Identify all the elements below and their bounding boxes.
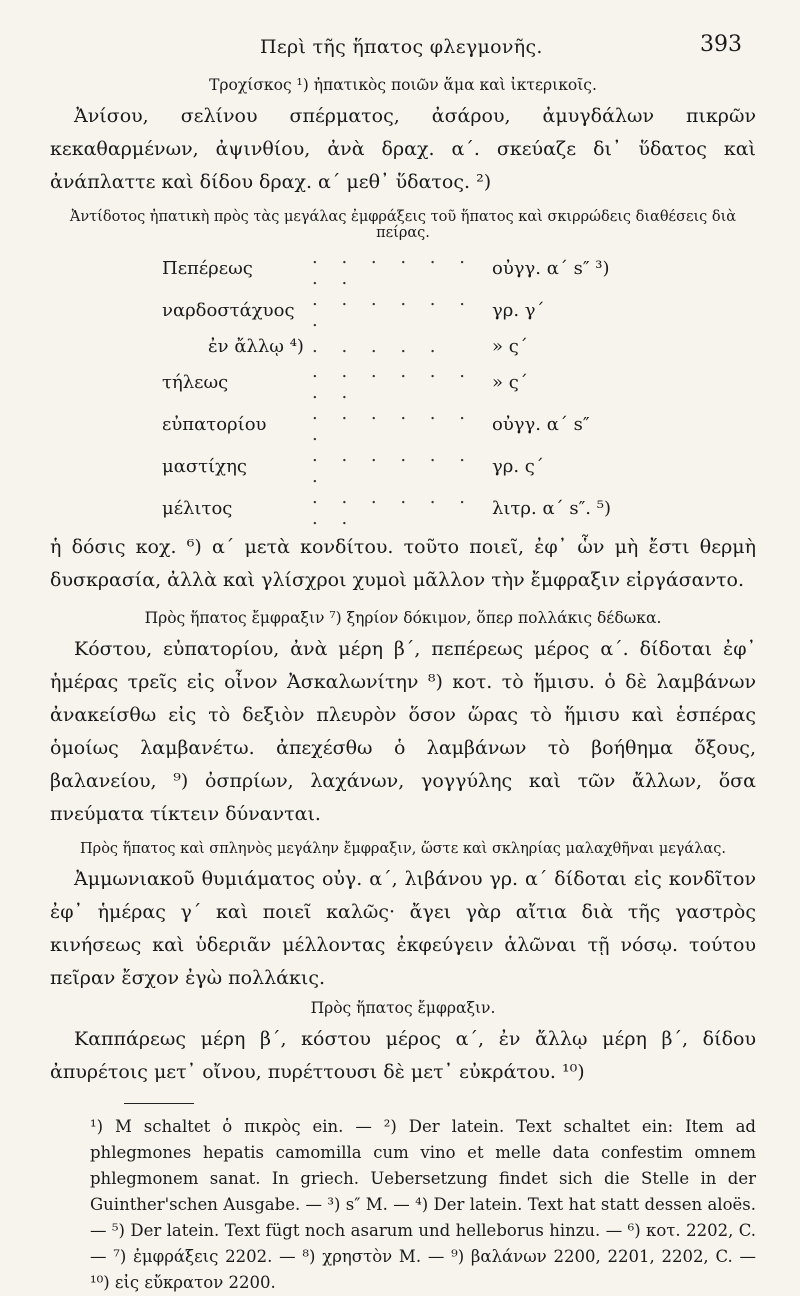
- recipe-quantity: γρ. ς΄: [492, 455, 544, 477]
- section-paragraph-dosis: ἡ δόσις κοχ. ⁶) α΄ μετὰ κονδίτου. τοῦτο ποιεῖ, ἐφ᾽ ὧν μὴ ἔστι θερμὴ δυσκρασία, ἀλλὰ καὶ γλίσχροι χυμοὶ μᾶλλον τὴν ἔμφραξιν εἰργάσαντο.: [50, 536, 756, 591]
- section-paragraph-kapparis: Καππάρεως μέρη β΄, κόστου μέρος α΄, ἐν ἄλλῳ μέρη β΄, δίδου ἀπυρέτοις μετ᾽ οἴνου, πυρέττουσι δὲ μετ᾽ εὐκράτου. ¹⁰): [50, 1028, 756, 1083]
- recipe-leader-dots: . . . . . . . .: [312, 487, 474, 529]
- recipe-leader-dots: . . . . . . .: [312, 289, 474, 331]
- recipe-leader-dots: . . . . . . . .: [312, 247, 474, 289]
- recipe-leader-dots: . . . . . . .: [312, 403, 474, 445]
- section-paragraph-trochiskos: Ἀνίσου, σελίνου σπέρματος, ἀσάρου, ἀμυγδάλων πικρῶν κεκαθαρμένων, ἀψινθίου, ἀνὰ δραχ. α΄. σκεύαζε δι᾽ ὕδατος καὶ ἀνάπλαττε καὶ δίδου δραχ. α΄ μεθ᾽ ὕδατος. ²): [50, 105, 756, 193]
- recipe-ingredient: τήλεως: [162, 371, 229, 393]
- section-heading-xerion: Πρὸς ἥπατος ἔμφραξιν ⁷) ξηρίον δόκιμον, ὅπερ πολλάκις δέδωκα.: [144, 609, 662, 627]
- recipe-ingredient: μέλιτος: [162, 497, 233, 519]
- page-number: 393: [700, 32, 742, 57]
- footnote-separator: [124, 1103, 194, 1104]
- section-heading-splen: Πρὸς ἥπατος καὶ σπληνὸς μεγάλην ἔμφραξιν, ὥστε καὶ σκληρίας μαλαχθῆναι μεγάλας.: [80, 841, 726, 857]
- section-heading-emphraxis: Πρὸς ἥπατος ἔμφραξιν.: [310, 999, 496, 1017]
- recipe-leader-dots: . . . . .: [312, 335, 445, 357]
- section-heading-antidotos: Ἀντίδοτος ἠπατικὴ πρὸς τὰς μεγάλας ἐμφράξεις τοῦ ἥπατος καὶ σκιρρώδεις διαθέσεις διὰ πείρας.: [69, 209, 737, 241]
- recipe-ingredient: ἐν ἄλλῳ ⁴): [208, 335, 304, 357]
- recipe-row: [162, 361, 612, 403]
- running-head-title: Περὶ τῆς ἥπατος φλεγμονῆς.: [260, 36, 543, 58]
- section-paragraph-ammoniakon: Ἀμμωνιακοῦ θυμιάματος οὐγ. α΄, λιβάνου γρ. α΄ δίδοται εἰς κονδῖτον ἐφ᾽ ἡμέρας γ΄ καὶ ποιεῖ καλῶς· ἄγει γὰρ αἴτια διὰ τῆς γαστρὸς κινήσεως καὶ ὑδεριᾶν μέλλοντας ἐκφεύγειν ἁλῶναι τῇ νόσῳ. τούτου πεῖραν ἔσχον ἐγὼ πολλάκις.: [50, 868, 756, 989]
- recipe-ingredient: ναρδοστάχυος: [162, 299, 295, 321]
- recipe-row: [162, 487, 612, 529]
- recipe-quantity: οὐγγ. α΄ s″: [492, 413, 590, 435]
- recipe-row: [162, 331, 612, 361]
- recipe-quantity: » ς΄: [492, 371, 528, 393]
- section-heading-trochiskos: Τροχίσκος ¹) ἠπατικὸς ποιῶν ἅμα καὶ ἰκτερικοῖς.: [209, 76, 597, 94]
- recipe-table: [162, 247, 612, 529]
- recipe-ingredient: εὐπατορίου: [162, 413, 267, 435]
- recipe-ingredient: Πεπέρεως: [162, 257, 253, 279]
- recipe-leader-dots: . . . . . . . .: [312, 361, 474, 403]
- recipe-ingredient: μαστίχης: [162, 455, 247, 477]
- recipe-quantity: γρ. γ΄: [492, 299, 545, 321]
- recipe-quantity: » ς΄: [492, 335, 528, 357]
- running-head: [50, 30, 756, 70]
- recipe-quantity: λιτρ. α΄ s″. ⁵): [492, 497, 611, 519]
- recipe-row: [162, 289, 612, 331]
- recipe-row: [162, 403, 612, 445]
- recipe-row: [162, 247, 612, 289]
- recipe-quantity: οὐγγ. α΄ s″ ³): [492, 257, 610, 279]
- footnotes: ¹) M schaltet ὁ πικρὸς ein. — ²) Der latein. Text schaltet ein: Item ad phlegmones hepatis camomilla cum vino et melle data confestim omnem phlegmonem sanat. In griech. Uebersetzung findet sich die Stelle in der Guinther'schen Ausgabe. — ³) s″ M. — ⁴) Der latein. Text hat statt dessen aloës. — ⁵) Der latein. Text fügt noch asarum und helleborus hinzu. — ⁶) κοτ. 2202, C. — ⁷) ἐμφράξεις 2202. — ⁸) χρηστὸν M. — ⁹) βαλάνων 2200, 2201, 2202, C. — ¹⁰) εἰς εὔκρατον 2200.: [90, 1117, 756, 1292]
- section-paragraph-xerion: Κόστου, εὐπατορίου, ἀνὰ μέρη β΄, πεπέρεως μέρος α΄. δίδοται ἐφ᾽ ἡμέρας τρεῖς εἰς οἶνον Ἀσκαλωνίτην ⁸) κοτ. τὸ ἥμισυ. ὁ δὲ λαμβάνων ἀνακείσθω εἰς τὸ δεξιὸν πλευρὸν ὅσον ὥρας τὸ ἥμισυ καὶ ἑσπέρας ὁμοίως λαμβανέτω. ἀπεχέσθω ὁ λαμβάνων τὸ βοήθημα ὄξους, βαλανείου, ⁹) ὀσπρίων, λαχάνων, γογγύλης καὶ τῶν ἄλλων, ὅσα πνεύματα τίκτειν δύνανται.: [50, 638, 756, 825]
- recipe-row: [162, 445, 612, 487]
- recipe-leader-dots: . . . . . . .: [312, 445, 474, 487]
